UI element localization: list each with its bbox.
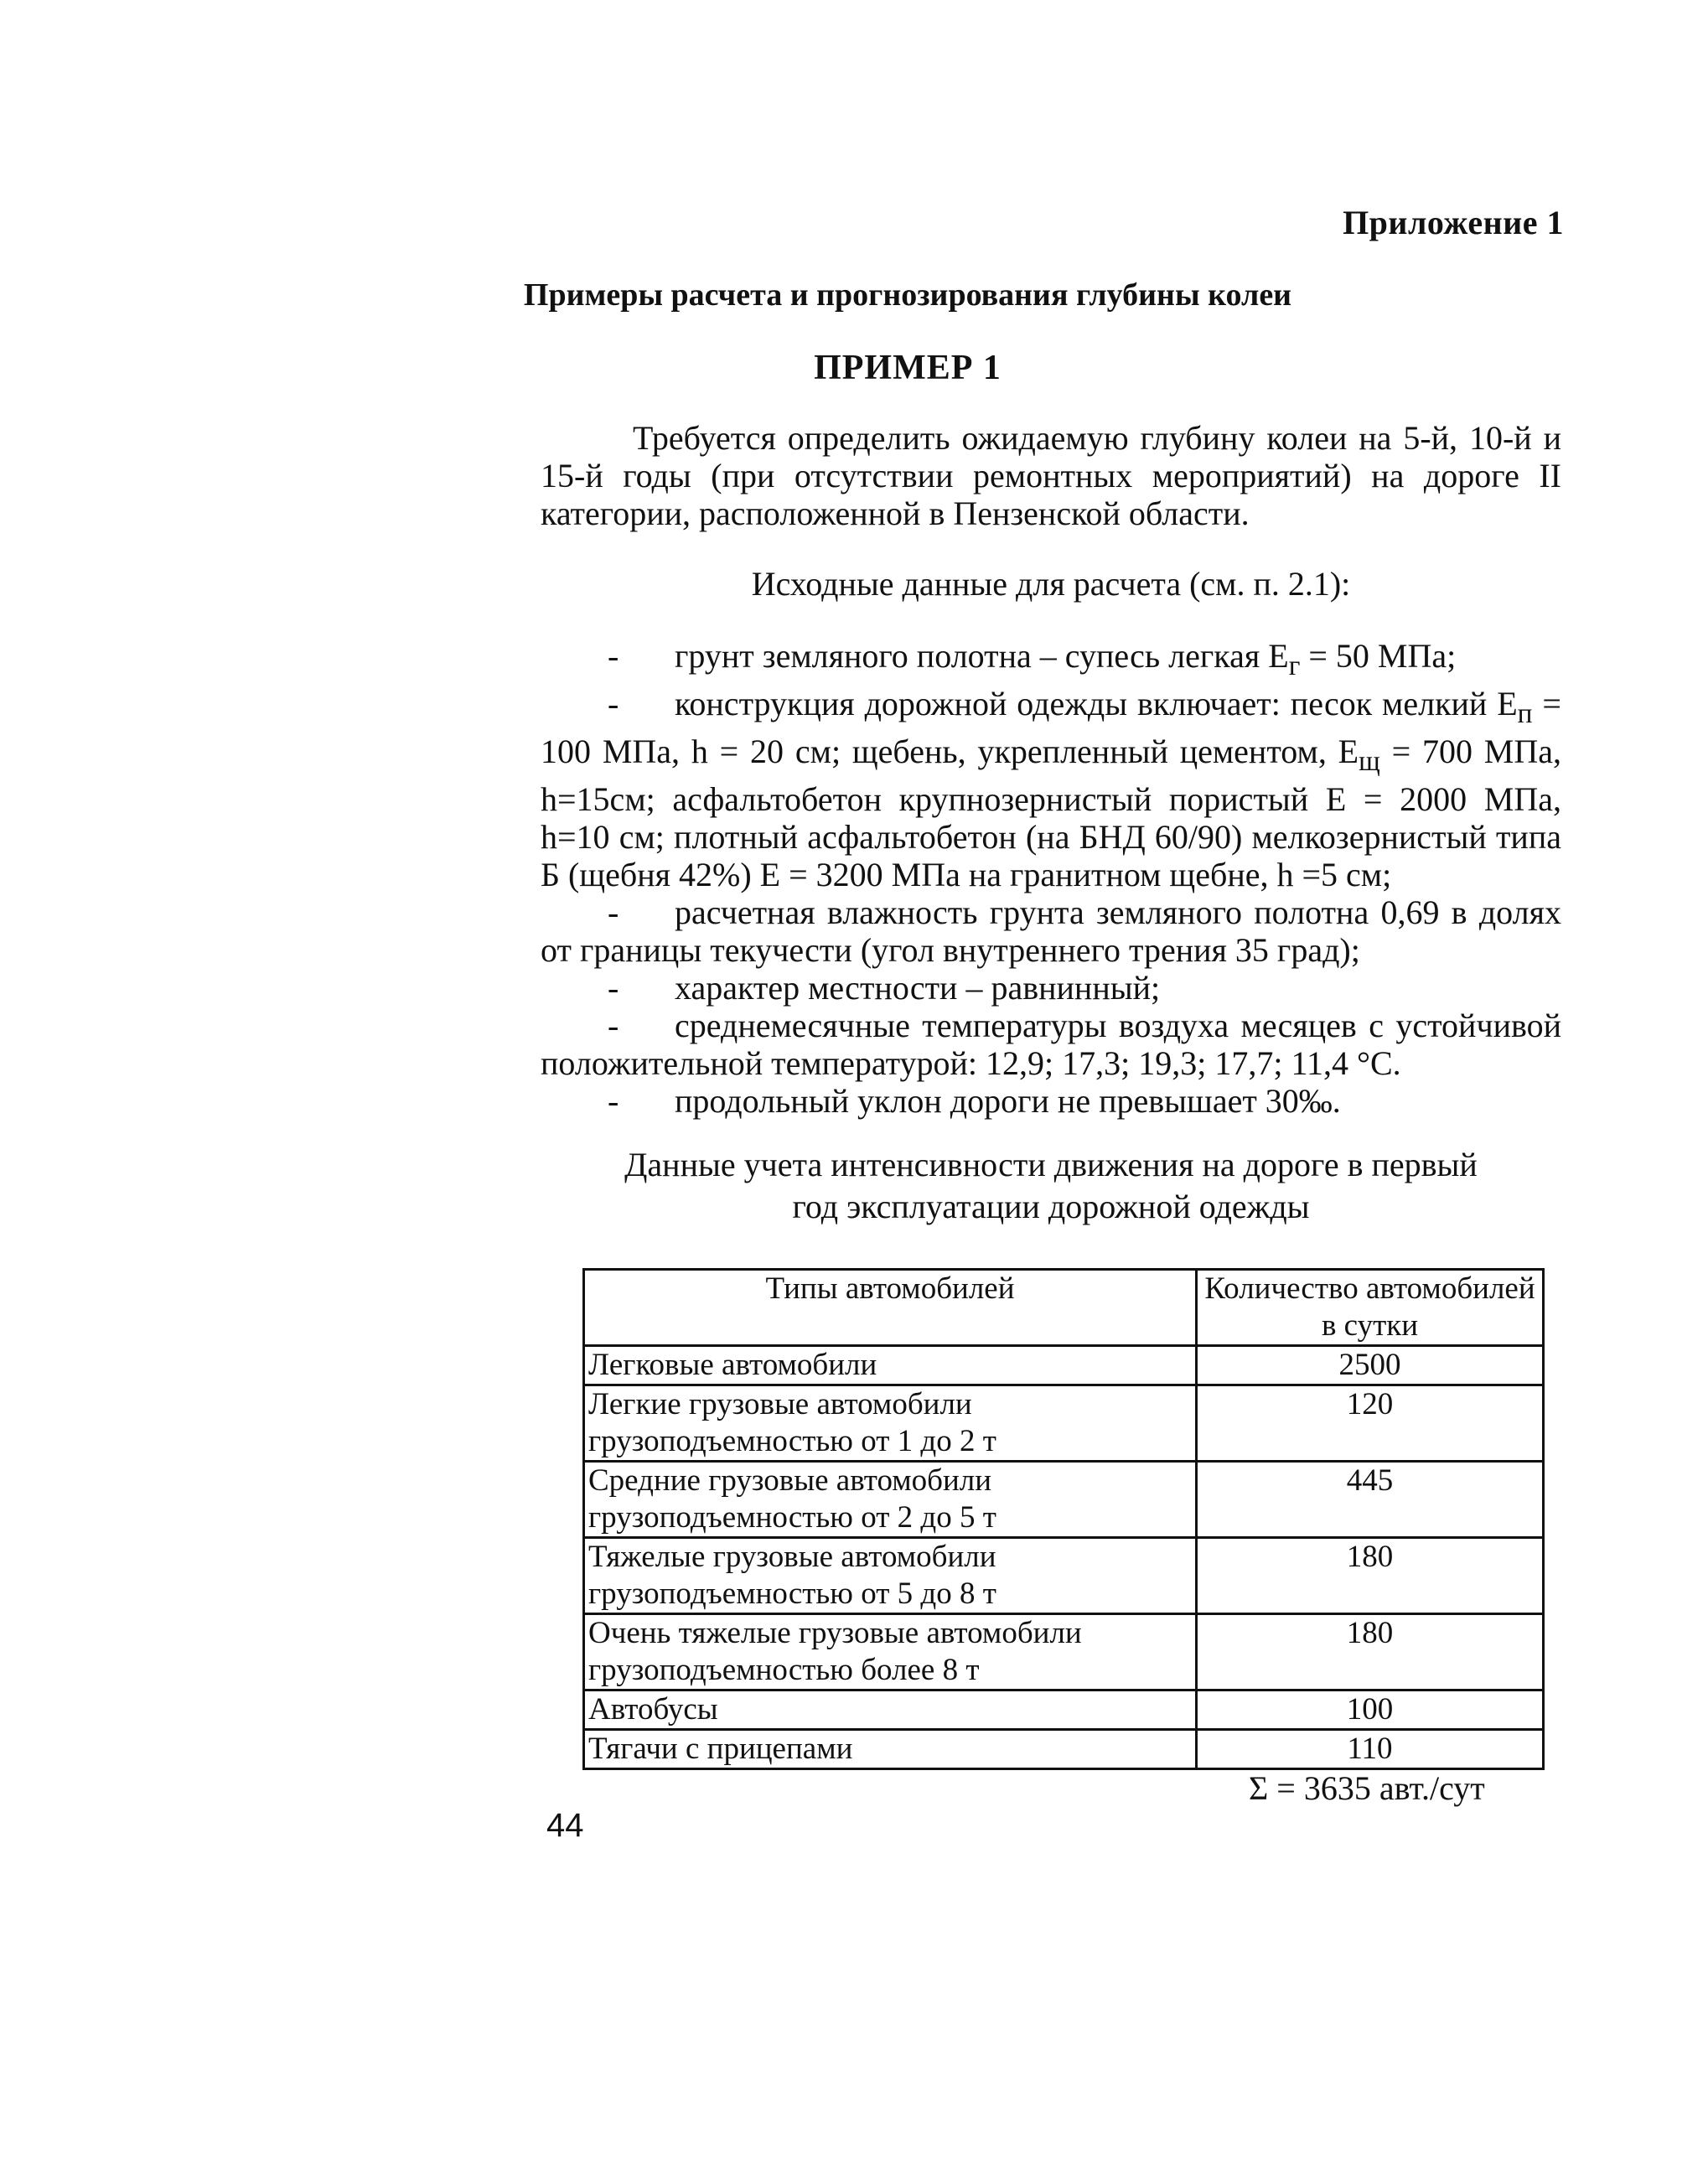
table-row	[584, 1385, 1544, 1462]
table-header-row	[584, 1270, 1544, 1346]
page-number: 44	[546, 1807, 584, 1844]
example-heading: ПРИМЕР 1	[814, 349, 1002, 387]
dash-marker: -	[608, 685, 619, 722]
traffic-table	[582, 1268, 1545, 1770]
condition-subscript: п	[1517, 698, 1533, 729]
condition-text: = 100 МПа, h = 20 см; щебень, укрепленный цементом, E	[541, 685, 1561, 770]
vehicle-count-cell: 445	[1197, 1462, 1544, 1538]
vehicle-count-cell: 180	[1197, 1614, 1544, 1690]
condition-subscript: щ	[1359, 746, 1380, 777]
condition-subscript: г	[1288, 650, 1301, 681]
dash-marker: -	[608, 893, 619, 931]
condition-text: расчетная влажность грунта земляного полотна 0,69 в долях от границы текучести (угол внутреннего трения 35 град);	[541, 893, 1561, 969]
condition-text: продольный уклон дороги не превышает 30‰.	[675, 1082, 1341, 1120]
vehicle-type-cell: Легковые автомобили	[584, 1346, 1197, 1385]
table-row	[584, 1730, 1544, 1769]
condition-text: грунт земляного полотна – супесь легкая E	[675, 637, 1289, 675]
table-row	[584, 1690, 1544, 1730]
table-row	[584, 1538, 1544, 1614]
dash-marker: -	[608, 1007, 619, 1044]
vehicle-count-cell: 100	[1197, 1690, 1544, 1730]
vehicle-type-cell: Очень тяжелые грузовые автомобили грузоподъемностью более 8 т	[584, 1614, 1197, 1690]
condition-item-soil	[541, 637, 1561, 685]
traffic-total: Σ = 3635 авт./сут	[1249, 1769, 1485, 1807]
dash-marker: -	[608, 1082, 619, 1120]
vehicle-count-cell: 180	[1197, 1538, 1544, 1614]
dash-marker: -	[608, 637, 619, 675]
table-caption-line: год эксплуатации дорожной одежды	[792, 1188, 1310, 1225]
table-row	[584, 1462, 1544, 1538]
vehicle-type-cell: Тягачи с прицепами	[584, 1730, 1197, 1769]
condition-text: = 700 МПа, h=15см; асфальтобетон крупнозернистый пористый E = 2000 МПа, h=10 см; плотный асфальтобетон (на БНД 60/90) мелкозернистый типа Б (щебня 42%) E = 3200 МПа на гранитном щебне, h =5 см;	[541, 733, 1561, 893]
condition-text: среднемесячные температуры воздуха месяцев с устойчивой положительной температурой: 12,9; 17,3; 19,3; 17,7; 11,4 °С.	[541, 1007, 1561, 1082]
column-header-vehicle-type: Типы автомобилей	[584, 1270, 1197, 1346]
condition-item-terrain	[541, 969, 1561, 1007]
table-row	[584, 1346, 1544, 1385]
vehicle-count-cell: 110	[1197, 1730, 1544, 1769]
dash-marker: -	[608, 969, 619, 1007]
condition-item-pavement	[541, 685, 1561, 893]
condition-text: = 50 МПа;	[1300, 637, 1457, 675]
condition-text: конструкция дорожной одежды включает: песок мелкий E	[675, 685, 1518, 722]
vehicle-count-cell: 2500	[1197, 1346, 1544, 1385]
condition-text: характер местности – равнинный;	[675, 969, 1161, 1007]
vehicle-type-cell: Тяжелые грузовые автомобили грузоподъемностью от 5 до 8 т	[584, 1538, 1197, 1614]
intro-paragraph: Требуется определить ожидаемую глубину колеи на 5-й, 10-й и 15-й годы (при отсутствии ремонтных мероприятий) на дороге II категории, расположенной в Пензенской области.	[541, 419, 1561, 532]
table-caption	[541, 1144, 1561, 1228]
vehicle-type-cell: Легкие грузовые автомобили грузоподъемностью от 1 до 2 т	[584, 1385, 1197, 1462]
appendix-label: Приложение 1	[1343, 204, 1564, 241]
document-title: Примеры расчета и прогнозирования глубины колеи	[523, 277, 1292, 313]
conditions-list	[541, 637, 1561, 1120]
column-header-vehicle-count: Количество автомобилей в сутки	[1197, 1270, 1544, 1346]
condition-item-moisture	[541, 893, 1561, 969]
table-caption-line: Данные учета интенсивности движения на дороге в первый	[624, 1146, 1478, 1183]
vehicle-count-cell: 120	[1197, 1385, 1544, 1462]
vehicle-type-cell: Средние грузовые автомобили грузоподъемностью от 2 до 5 т	[584, 1462, 1197, 1538]
input-data-heading: Исходные данные для расчета (см. п. 2.1):	[751, 565, 1351, 603]
vehicle-type-cell: Автобусы	[584, 1690, 1197, 1730]
condition-item-temperatures	[541, 1007, 1561, 1082]
table-row	[584, 1614, 1544, 1690]
condition-item-slope	[541, 1082, 1561, 1120]
